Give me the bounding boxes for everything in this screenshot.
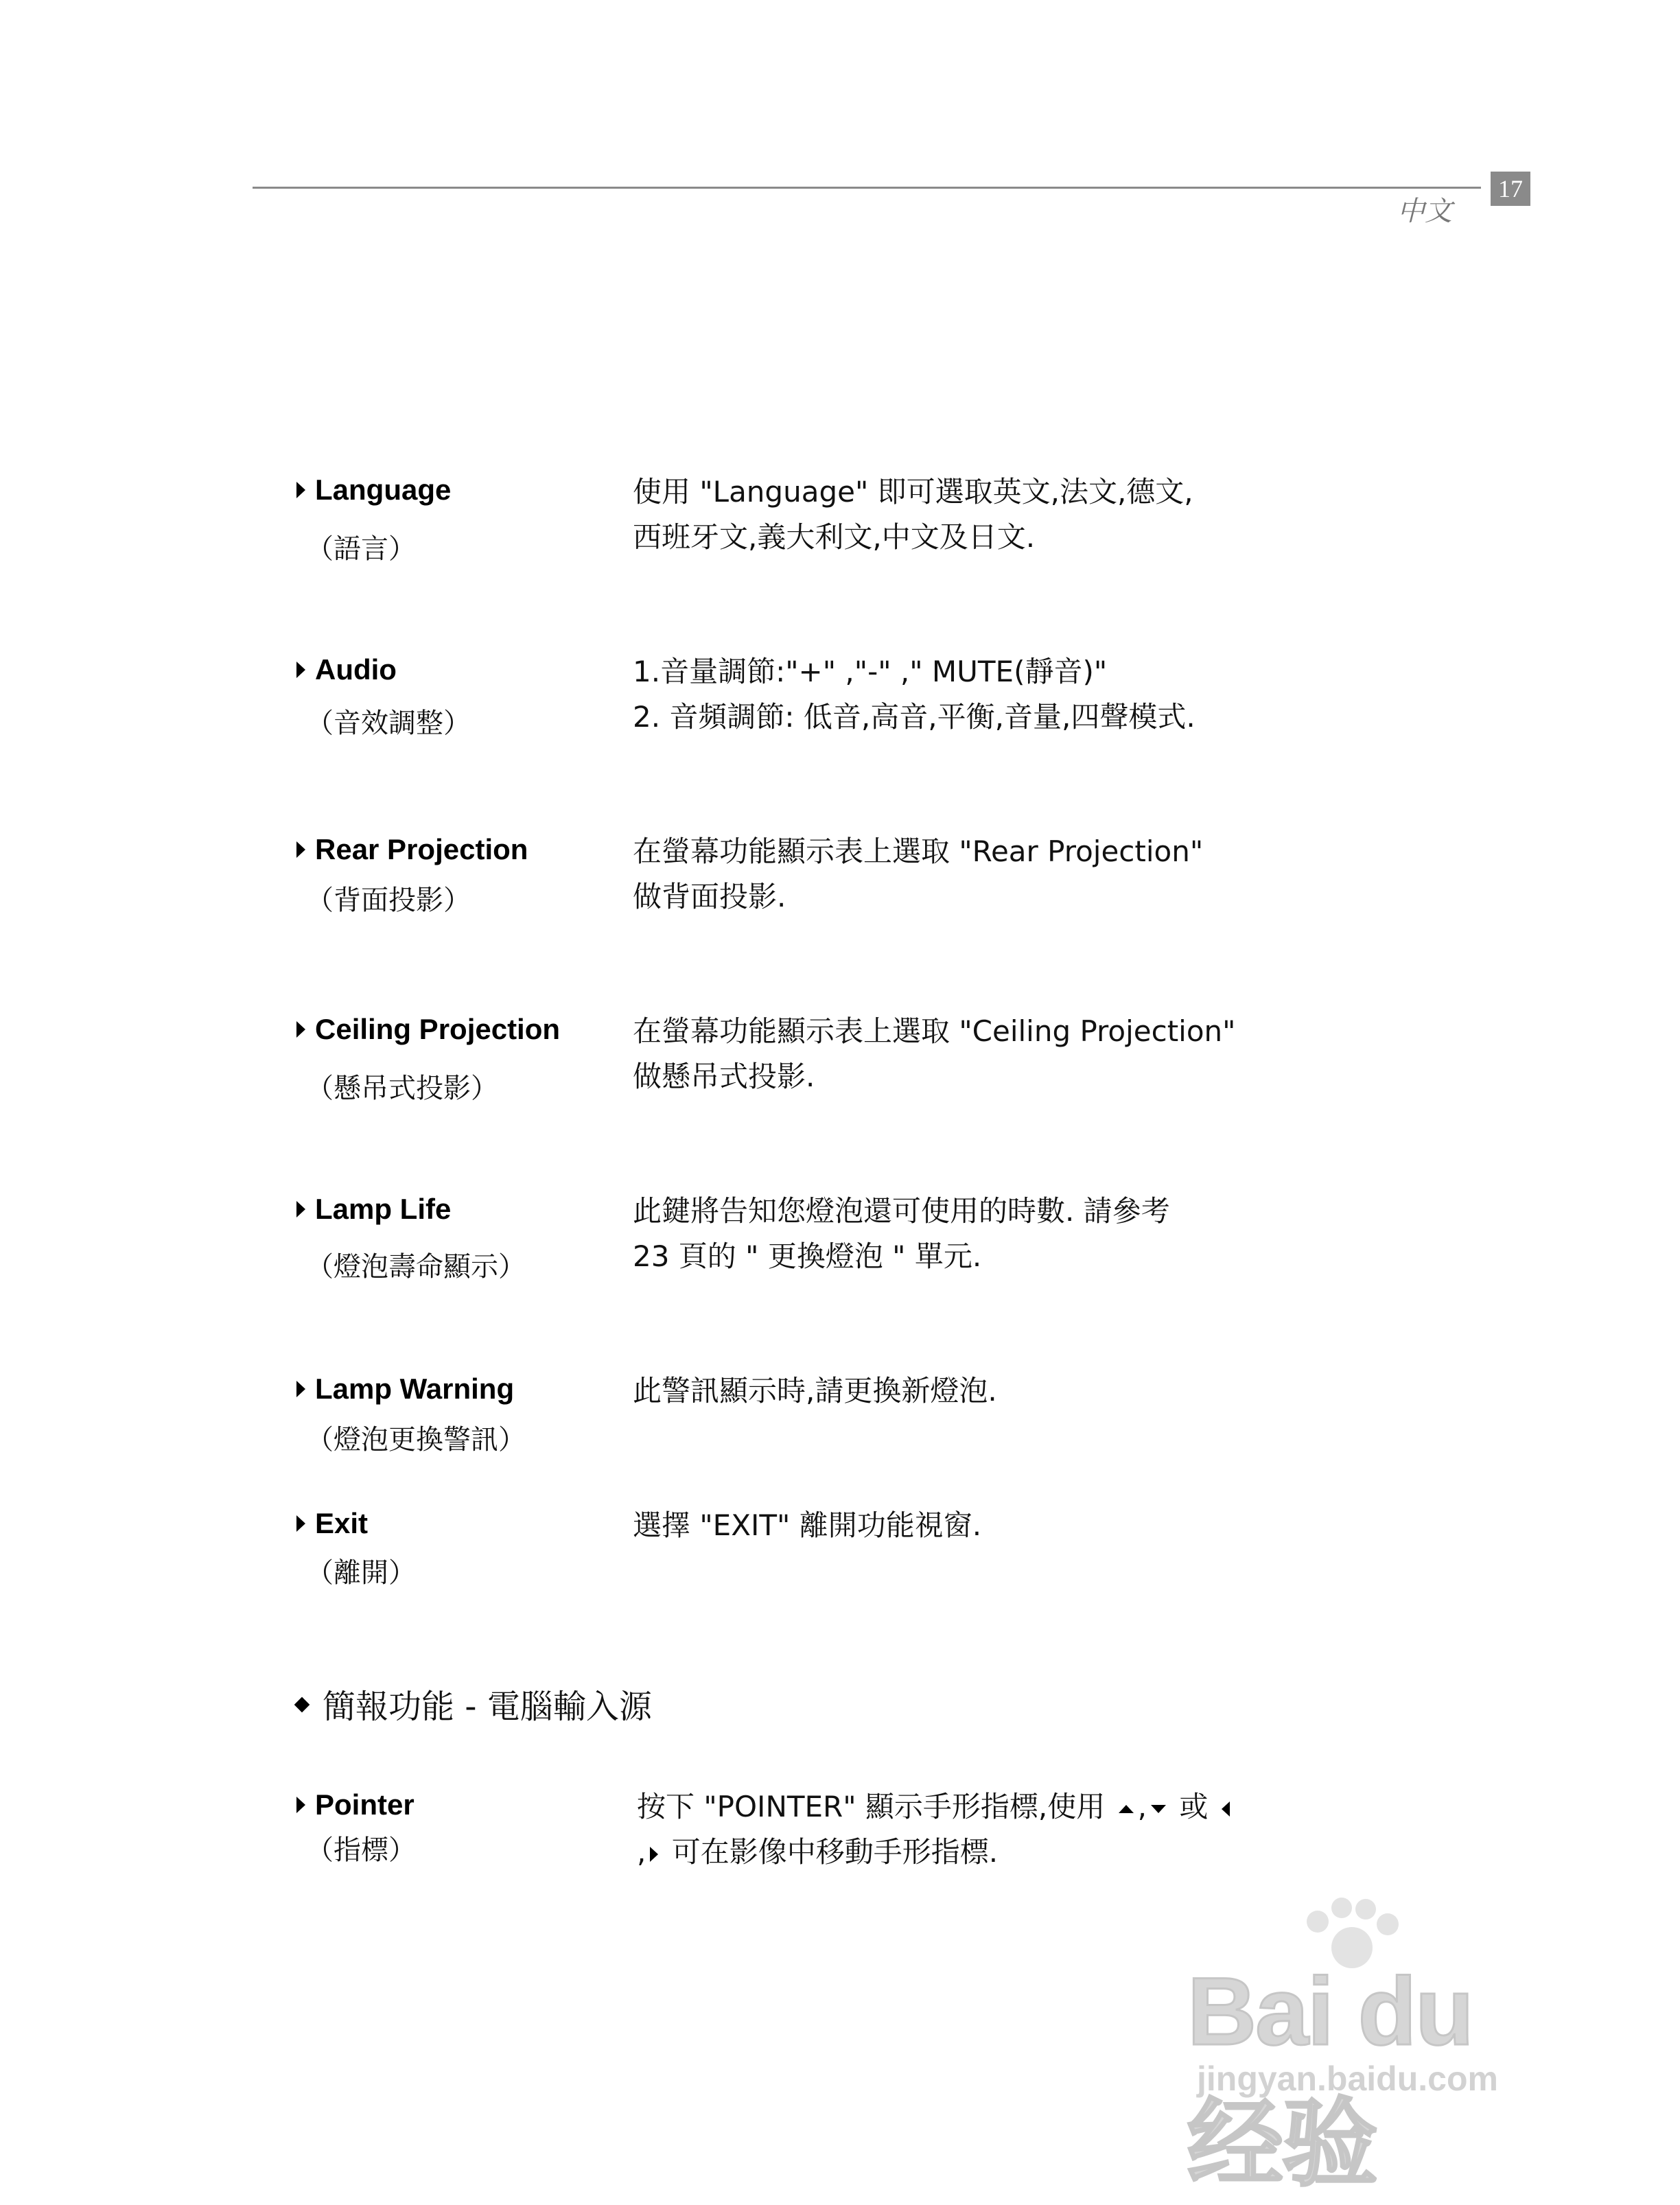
- desc-ceiling-projection: [633, 1009, 1235, 1099]
- term-language-zh: （語言）: [306, 533, 416, 565]
- triangle-bullet-icon: [296, 1381, 305, 1397]
- term-lamp-warning: Lamp Warning: [296, 1373, 514, 1405]
- diamond-bullet-icon: [294, 1697, 310, 1713]
- desc-line: 做懸吊式投影.: [633, 1060, 815, 1093]
- arrow-down-icon: [1151, 1805, 1166, 1813]
- term-exit-zh: （離開）: [306, 1557, 416, 1589]
- desc-pointer: [637, 1784, 1234, 1875]
- section-title: 簡報功能 - 電腦輸入源: [296, 1680, 652, 1727]
- triangle-bullet-icon: [296, 841, 305, 858]
- triangle-bullet-icon: [296, 1797, 305, 1813]
- desc-line: 按下 "POINTER" 顯示手形指標,使用 , 或: [637, 1784, 1234, 1830]
- term-pointer: Pointer: [296, 1788, 415, 1821]
- desc-lamp-life: [633, 1189, 1170, 1279]
- watermark-url: jingyan.baidu.com: [1197, 2060, 1498, 2098]
- desc-rear-projection: [633, 829, 1203, 920]
- term-lamp-life-zh: （燈泡壽命顯示）: [306, 1251, 526, 1283]
- term-pointer-zh: （指標）: [306, 1834, 416, 1866]
- desc-line: 此警訊顯示時,請更換新燈泡.: [633, 1374, 997, 1408]
- arrow-left-icon: [1222, 1801, 1230, 1817]
- triangle-bullet-icon: [296, 1201, 305, 1217]
- desc-line: 在螢幕功能顯示表上選取 "Ceiling Projection": [633, 1014, 1236, 1048]
- triangle-bullet-icon: [296, 1021, 305, 1038]
- desc-language: [633, 469, 1193, 560]
- arrow-right-icon: [650, 1847, 658, 1862]
- term-lamp-life: Lamp Life: [296, 1193, 451, 1226]
- term-audio: Audio: [296, 653, 397, 686]
- triangle-bullet-icon: [296, 1515, 305, 1532]
- term-lamp-warning-zh: （燈泡更換警訊）: [306, 1424, 526, 1456]
- triangle-bullet-icon: [296, 662, 305, 678]
- desc-line: 1.音量調節:"+" ,"-" ," MUTE(靜音)": [633, 655, 1108, 688]
- desc-lamp-warning: [633, 1368, 997, 1414]
- term-rear-projection-zh: （背面投影）: [306, 885, 471, 916]
- desc-line: 做背面投影.: [633, 880, 786, 913]
- language-label: 中文: [1397, 196, 1452, 227]
- desc-line: 使用 "Language" 即可選取英文,法文,德文,: [633, 475, 1193, 509]
- desc-exit: [633, 1503, 981, 1548]
- watermark-logo: Bai du 经验: [1187, 1957, 1473, 2197]
- desc-line: 2. 音頻調節: 低音,高音,平衡,音量,四聲模式.: [633, 700, 1195, 734]
- desc-line: 此鍵將告知您燈泡還可使用的時數. 請參考: [633, 1194, 1170, 1228]
- arrow-up-icon: [1119, 1805, 1134, 1813]
- term-rear-projection: Rear Projection: [296, 833, 528, 866]
- desc-line: 選擇 "EXIT" 離開功能視窗.: [633, 1508, 982, 1542]
- desc-line: , 可在影像中移動手形指標.: [637, 1835, 999, 1869]
- page-number: 17: [1491, 172, 1530, 206]
- desc-line: 23 頁的 " 更換燈泡 " 單元.: [633, 1239, 982, 1273]
- term-audio-zh: （音效調整）: [306, 708, 471, 739]
- desc-line: 西班牙文,義大利文,中文及日文.: [633, 520, 1036, 554]
- watermark: [1180, 1894, 1565, 2197]
- term-language: Language: [296, 474, 451, 506]
- triangle-bullet-icon: [296, 482, 305, 498]
- desc-line: 在螢幕功能顯示表上選取 "Rear Projection": [633, 835, 1204, 868]
- term-ceiling-projection-zh: （懸吊式投影）: [306, 1073, 498, 1104]
- term-exit: Exit: [296, 1507, 368, 1540]
- term-ceiling-projection: Ceiling Projection: [296, 1013, 560, 1046]
- header-rule: [253, 187, 1481, 189]
- desc-audio: [633, 649, 1195, 740]
